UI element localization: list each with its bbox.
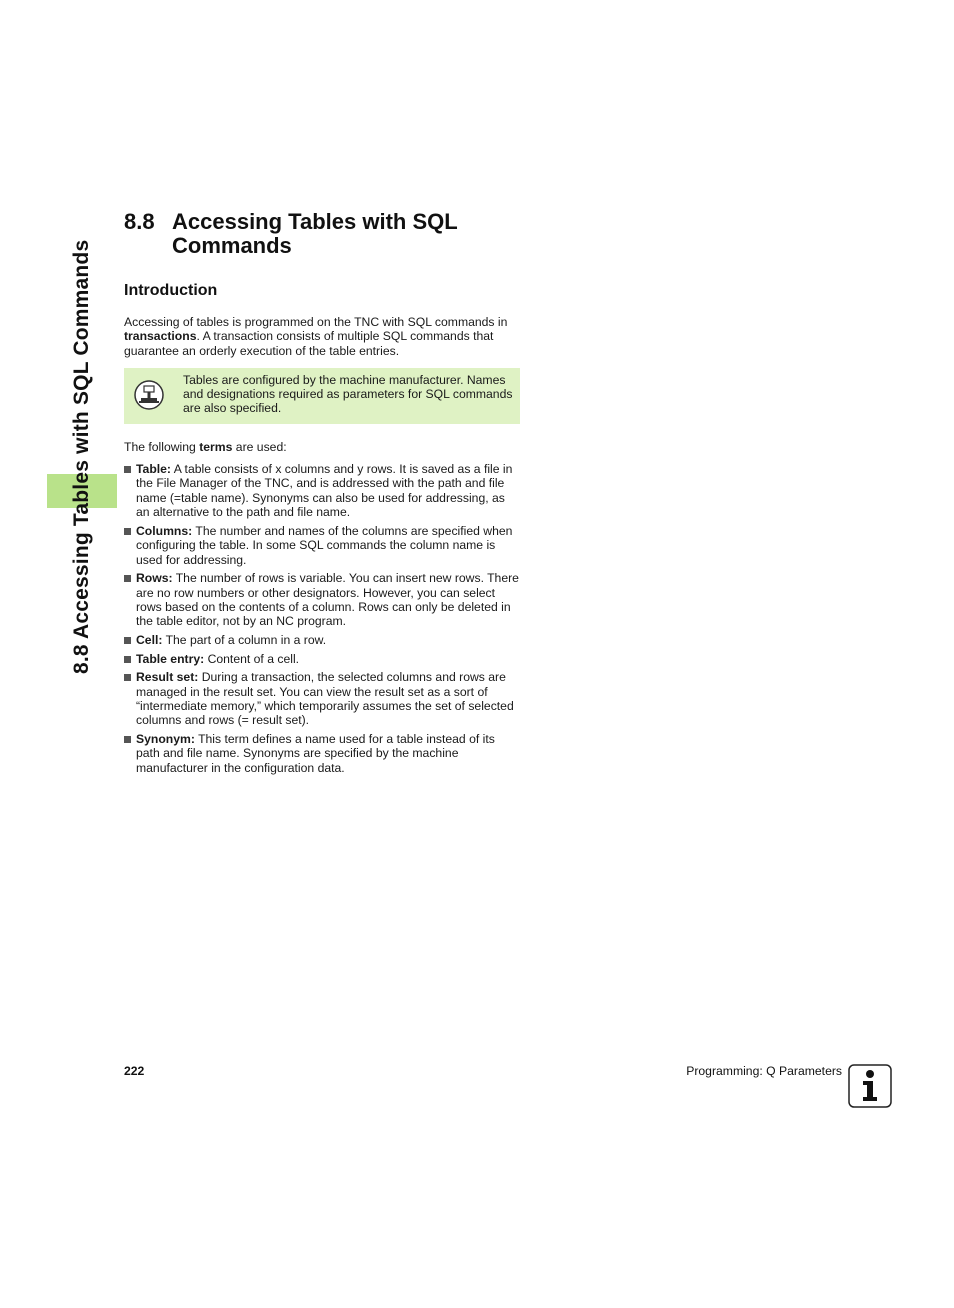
term-name: Synonym: (136, 732, 195, 747)
terms-list (124, 462, 520, 779)
section-number: 8.8 (124, 209, 155, 234)
machine-manufacturer-icon (134, 380, 164, 410)
intro-paragraph (124, 315, 524, 358)
term-name: Rows: (136, 571, 173, 586)
intro-text-before: Accessing of tables is programmed on the TNC with SQL commands in (124, 315, 508, 329)
info-icon (848, 1064, 892, 1108)
side-tab-title: 8.8 Accessing Tables with SQL Commands (70, 239, 93, 674)
term-description: A table consists of x columns and y rows. It is saved as a file in the File Manager of the TNC, and is addressed with the path and file name (=table name). Synonyms can also be used for addressing, as an alternative to the path and file name. (136, 462, 513, 520)
bullet-square-icon (124, 656, 131, 663)
term-description: The number and names of the columns are specified when configuring the table. In some SQL commands the column name is used for addressing. (136, 523, 513, 567)
manufacturer-note (124, 368, 520, 424)
term-description: The number of rows is variable. You can insert new rows. There are no row numbers or other designators. However, you can select rows based on the contents of a column. Rows can only be deleted in the table editor, not by an NC program. (136, 571, 519, 629)
bullet-square-icon (124, 575, 131, 582)
chapter-title: Programming: Q Parameters (686, 1064, 842, 1078)
list-item (124, 462, 520, 520)
intro-bold-term: transactions (124, 329, 197, 344)
list-item (124, 633, 520, 647)
term-description: This term defines a name used for a table instead of its path and file name. Synonyms are specified by the machine manufacturer in the configuration data. (136, 732, 495, 775)
list-item (124, 732, 520, 775)
list-item (124, 670, 520, 728)
intro-text-after: . A transaction consists of multiple SQL commands that guarantee an orderly execution of the table entries. (124, 329, 494, 358)
term-description: During a transaction, the selected columns and rows are managed in the result set. You can view the result set as a sort of “intermediate memory,” which temporarily assumes the set of selected columns and rows (= result set). (136, 670, 514, 728)
bullet-square-icon (124, 637, 131, 644)
terms-intro-bold: terms (199, 440, 233, 454)
list-item (124, 652, 520, 666)
note-text: Tables are configured by the machine manufacturer. Names and designations required as parameters for SQL commands are also specified. (183, 373, 513, 416)
list-item (124, 524, 520, 567)
term-name: Table entry: (136, 651, 205, 666)
bullet-square-icon (124, 466, 131, 473)
subheading-introduction: Introduction (124, 282, 218, 299)
terms-intro (124, 440, 524, 454)
term-name: Cell: (136, 633, 163, 648)
term-description: The part of a column in a row. (162, 633, 327, 648)
bullet-square-icon (124, 674, 131, 681)
term-name: Result set: (136, 670, 199, 685)
terms-intro-after: are used: (232, 440, 287, 454)
page-number: 222 (124, 1064, 145, 1078)
bullet-square-icon (124, 736, 131, 743)
term-description: Content of a cell. (204, 651, 300, 666)
list-item (124, 571, 520, 629)
section-title: Accessing Tables with SQL Commands (172, 209, 458, 258)
terms-intro-before: The following (124, 440, 200, 454)
term-name: Columns: (136, 523, 193, 538)
term-name: Table: (136, 462, 171, 476)
bullet-square-icon (124, 528, 131, 535)
